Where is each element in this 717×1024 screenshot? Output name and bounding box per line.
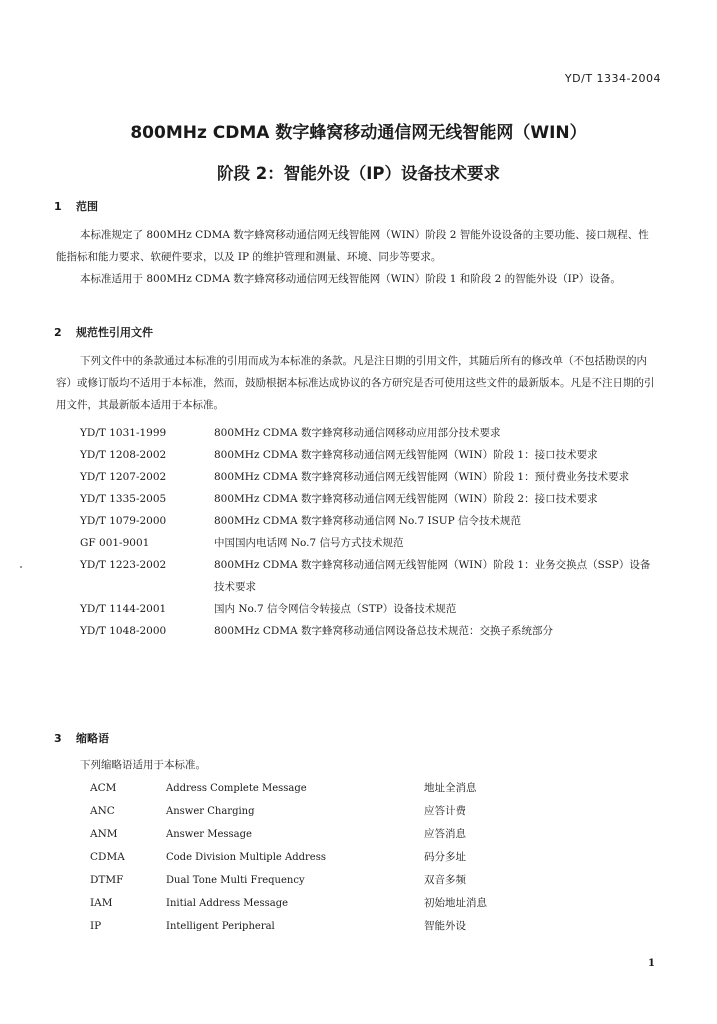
abbreviation-row (90, 915, 590, 938)
reference-list (80, 422, 658, 642)
scope-paragraph-2: 本标准适用于 800MHz CDMA 数字蜂窝移动通信网无线智能网（WIN）阶段 1 和阶段 2 的智能外设（IP）设备。 (80, 273, 621, 285)
abbreviation-row (90, 777, 590, 800)
reference-title: 800MHz CDMA 数字蜂窝移动通信网无线智能网（WIN）阶段 1：接口技术要求 (214, 449, 598, 461)
reference-code: YD/T 1031-1999 (80, 427, 167, 439)
abbreviation-chinese: 智能外设 (424, 920, 466, 932)
abbreviation: IAM (90, 897, 113, 909)
reference-code: YD/T 1079-2000 (80, 515, 167, 527)
reference-item (80, 554, 658, 598)
reference-code: GF 001-9001 (80, 537, 150, 549)
abbreviation: DTMF (90, 874, 124, 886)
abbreviation-chinese: 应答消息 (424, 828, 466, 840)
section-title: 规范性引用文件 (76, 326, 153, 339)
reference-code: YD/T 1223-2002 (80, 559, 167, 571)
document-title-line1: 800MHz CDMA 数字蜂窝移动通信网无线智能网（WIN） (130, 123, 587, 143)
reference-item (80, 510, 658, 532)
reference-item (80, 444, 658, 466)
abbreviation-english: Dual Tone Multi Frequency (166, 875, 305, 886)
reference-code: YD/T 1208-2002 (80, 449, 167, 461)
document-code: YD/T 1334-2004 (564, 72, 661, 85)
section-number: 1 (54, 200, 62, 213)
abbreviation-english: Initial Address Message (166, 898, 289, 909)
abbreviation-english: Answer Message (166, 829, 252, 840)
section-heading-abbreviations (54, 730, 109, 746)
reference-title: 国内 No.7 信令网信令转接点（STP）设备技术规范 (214, 603, 457, 615)
abbreviation-row (90, 800, 590, 823)
abbreviation-english: Code Division Multiple Address (166, 852, 326, 863)
abbreviation-row (90, 869, 590, 892)
reference-code: YD/T 1144-2001 (80, 603, 167, 615)
reference-item (80, 532, 658, 554)
reference-title: 800MHz CDMA 数字蜂窝移动通信网移动应用部分技术要求 (214, 427, 501, 439)
abbreviation-english: Answer Charging (166, 806, 255, 817)
section-title: 缩略语 (76, 732, 109, 745)
reference-item (80, 422, 658, 444)
reference-item (80, 598, 658, 620)
abbreviation: ANC (90, 805, 115, 817)
abbreviation-chinese: 地址全消息 (424, 782, 477, 794)
section-heading-references (54, 324, 153, 340)
page-number: 1 (648, 958, 655, 969)
reference-code: YD/T 1048-2000 (80, 625, 167, 637)
document-title-line2: 阶段 2：智能外设（IP）设备技术要求 (217, 164, 500, 183)
abbreviation: ANM (90, 828, 118, 840)
abbreviation-row (90, 892, 590, 915)
reference-item (80, 620, 658, 642)
reference-code: YD/T 1207-2002 (80, 471, 167, 483)
reference-item (80, 466, 658, 488)
abbreviation: CDMA (90, 851, 125, 863)
reference-title: 800MHz CDMA 数字蜂窝移动通信网设备总技术规范：交换子系统部分 (214, 625, 553, 637)
reference-title: 中国国内电话网 No.7 信号方式技术规范 (214, 537, 404, 549)
abbreviation-chinese: 应答计费 (424, 805, 466, 817)
abbreviation-english: Address Complete Message (166, 783, 307, 794)
section-number: 3 (54, 732, 62, 745)
reference-code: YD/T 1335-2005 (80, 493, 167, 505)
reference-title: 800MHz CDMA 数字蜂窝移动通信网无线智能网（WIN）阶段 2：接口技术要求 (214, 493, 598, 505)
abbreviation-row (90, 846, 590, 869)
abbreviation: IP (90, 920, 102, 932)
reference-item (80, 488, 658, 510)
abbreviation: ACM (90, 782, 117, 794)
scan-speck (20, 566, 22, 568)
abbreviations-intro: 下列缩略语适用于本标准。 (80, 759, 206, 771)
references-intro: 下列文件中的条款通过本标准的引用而成为本标准的条款。凡是注日期的引用文件，其随后所有的修改单（不包括勘误的内容）或修订版均不适用于本标准，然而，鼓励根据本标准达成协议的各方研究是否可使用这些文件的最新版本。凡是不注日期的引用文件，其最新版本适用于本标准。 (56, 355, 655, 411)
reference-title: 800MHz CDMA 数字蜂窝移动通信网 No.7 ISUP 信令技术规范 (214, 515, 522, 527)
abbreviation-chinese: 码分多址 (424, 851, 466, 863)
section-title: 范围 (76, 200, 98, 213)
reference-title: 800MHz CDMA 数字蜂窝移动通信网无线智能网（WIN）阶段 1：业务交换点（SSP）设备技术要求 (214, 559, 651, 593)
abbreviation-table (90, 777, 590, 938)
abbreviation-chinese: 双音多频 (424, 874, 466, 886)
scope-paragraph-1: 本标准规定了 800MHz CDMA 数字蜂窝移动通信网无线智能网（WIN）阶段 2 智能外设设备的主要功能、接口规程、性能指标和能力要求、软硬件要求，以及 IP 的维护管理和测量、环境、同步等要求。 (56, 229, 649, 263)
section-number: 2 (54, 326, 62, 339)
section-heading-scope (54, 198, 98, 214)
abbreviation-row (90, 823, 590, 846)
abbreviation-chinese: 初始地址消息 (424, 897, 487, 909)
abbreviation-english: Intelligent Peripheral (166, 921, 275, 932)
reference-title: 800MHz CDMA 数字蜂窝移动通信网无线智能网（WIN）阶段 1：预付费业务技术要求 (214, 471, 630, 483)
